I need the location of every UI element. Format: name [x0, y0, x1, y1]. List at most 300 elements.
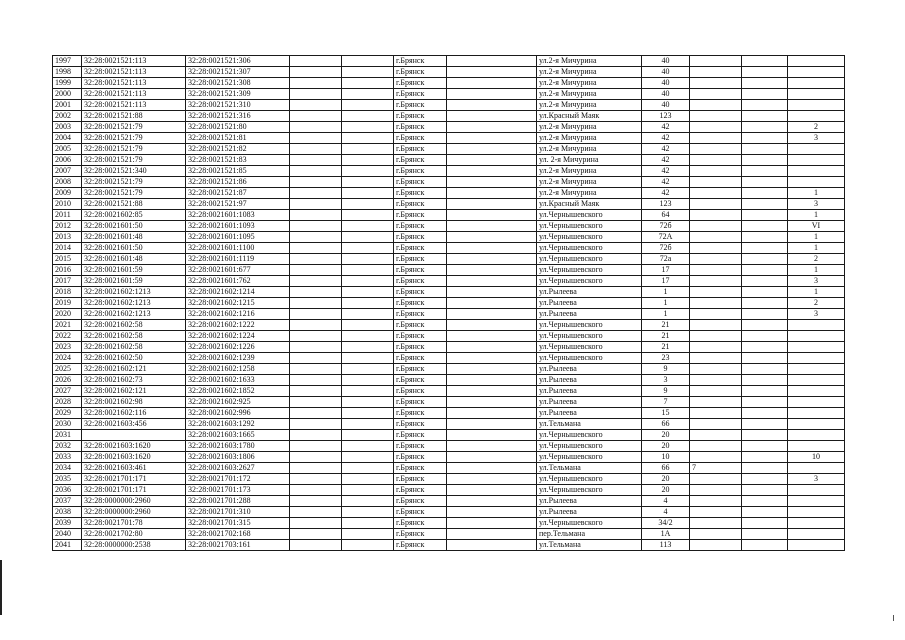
- table-cell: [447, 177, 537, 188]
- table-cell: г.Брянск: [394, 210, 447, 221]
- table-cell: ул.Рылеева: [537, 496, 642, 507]
- table-cell: [690, 210, 742, 221]
- table-cell: 10: [788, 452, 845, 463]
- table-cell: [788, 89, 845, 100]
- table-cell: 40: [642, 56, 690, 67]
- table-cell: 42: [642, 155, 690, 166]
- table-cell: [690, 452, 742, 463]
- table-cell: 2006: [53, 155, 82, 166]
- table-cell: 2030: [53, 419, 82, 430]
- table-row: [53, 353, 845, 364]
- table-cell: 2005: [53, 144, 82, 155]
- table-cell: [690, 496, 742, 507]
- table-cell: 32:28:0021602:58: [82, 342, 186, 353]
- table-row: [53, 540, 845, 551]
- table-cell: [290, 155, 342, 166]
- table-cell: 3: [788, 199, 845, 210]
- table-cell: [742, 155, 788, 166]
- table-cell: 32:28:0021521:113: [82, 67, 186, 78]
- table-row: [53, 430, 845, 441]
- table-row: [53, 419, 845, 430]
- table-cell: ул.2-я Мичурина: [537, 166, 642, 177]
- table-cell: 2041: [53, 540, 82, 551]
- table-cell: [290, 430, 342, 441]
- table-cell: 32:28:0021521:83: [186, 155, 290, 166]
- table-cell: [342, 298, 394, 309]
- table-cell: [290, 122, 342, 133]
- table-cell: 3: [788, 309, 845, 320]
- table-cell: г.Брянск: [394, 397, 447, 408]
- table-cell: 32:28:0021521:80: [186, 122, 290, 133]
- table-cell: [742, 419, 788, 430]
- table-cell: [342, 496, 394, 507]
- table-row: [53, 364, 845, 375]
- table-cell: [342, 430, 394, 441]
- table-cell: [742, 111, 788, 122]
- table-cell: 2039: [53, 518, 82, 529]
- table-cell: [788, 364, 845, 375]
- table-cell: [290, 254, 342, 265]
- table-cell: [290, 111, 342, 122]
- table-cell: 21: [642, 320, 690, 331]
- table-cell: [342, 386, 394, 397]
- table-cell: 32:28:0021521:316: [186, 111, 290, 122]
- table-cell: ул.Чернышевского: [537, 518, 642, 529]
- table-cell: [447, 166, 537, 177]
- table-cell: г.Брянск: [394, 364, 447, 375]
- table-cell: 2001: [53, 100, 82, 111]
- table-cell: 1: [642, 298, 690, 309]
- table-cell: г.Брянск: [394, 56, 447, 67]
- table-cell: [742, 177, 788, 188]
- table-cell: [447, 89, 537, 100]
- table-cell: [447, 364, 537, 375]
- table-cell: [788, 144, 845, 155]
- table-cell: 2012: [53, 221, 82, 232]
- table-cell: [742, 331, 788, 342]
- table-row: [53, 243, 845, 254]
- table-cell: ул.2-я Мичурина: [537, 67, 642, 78]
- table-cell: [447, 276, 537, 287]
- table-row: [53, 309, 845, 320]
- table-cell: [742, 188, 788, 199]
- table-cell: 2003: [53, 122, 82, 133]
- table-cell: г.Брянск: [394, 199, 447, 210]
- table-cell: г.Брянск: [394, 254, 447, 265]
- table-cell: [290, 452, 342, 463]
- table-cell: 2020: [53, 309, 82, 320]
- table-cell: [690, 199, 742, 210]
- table-cell: [690, 331, 742, 342]
- table-cell: [742, 441, 788, 452]
- table-cell: ул.Рылеева: [537, 364, 642, 375]
- table-cell: 32:28:0021701:310: [186, 507, 290, 518]
- table-cell: [788, 540, 845, 551]
- table-row: [53, 441, 845, 452]
- table-cell: [788, 397, 845, 408]
- table-cell: [447, 540, 537, 551]
- table-cell: 32:28:0021601:1100: [186, 243, 290, 254]
- table-cell: [290, 177, 342, 188]
- table-cell: ул.Чернышевского: [537, 243, 642, 254]
- table-cell: 113: [642, 540, 690, 551]
- table-cell: [690, 221, 742, 232]
- table-cell: [290, 287, 342, 298]
- table-cell: [742, 364, 788, 375]
- table-cell: [742, 78, 788, 89]
- table-row: [53, 265, 845, 276]
- table-cell: г.Брянск: [394, 496, 447, 507]
- table-cell: [742, 221, 788, 232]
- table-cell: [290, 78, 342, 89]
- table-cell: 34/2: [642, 518, 690, 529]
- table-row: [53, 375, 845, 386]
- table-cell: [690, 56, 742, 67]
- table-cell: [290, 232, 342, 243]
- table-cell: 72а: [642, 254, 690, 265]
- table-cell: [742, 144, 788, 155]
- table-cell: [742, 430, 788, 441]
- table-cell: [342, 441, 394, 452]
- table-cell: г.Брянск: [394, 375, 447, 386]
- table-cell: [690, 441, 742, 452]
- table-cell: [290, 166, 342, 177]
- table-cell: [290, 298, 342, 309]
- table-cell: ул.2-я Мичурина: [537, 177, 642, 188]
- table-cell: [447, 408, 537, 419]
- table-cell: ул.2-я Мичурина: [537, 89, 642, 100]
- table-cell: 32:28:0021603:2627: [186, 463, 290, 474]
- table-cell: [447, 397, 537, 408]
- table-cell: 32:28:0021603:1665: [186, 430, 290, 441]
- table-cell: 123: [642, 199, 690, 210]
- table-cell: [290, 133, 342, 144]
- table-cell: [342, 56, 394, 67]
- table-cell: [342, 111, 394, 122]
- table-cell: [342, 507, 394, 518]
- table-cell: 1: [788, 188, 845, 199]
- table-cell: [342, 452, 394, 463]
- table-cell: 64: [642, 210, 690, 221]
- table-cell: [342, 342, 394, 353]
- table-cell: 4: [642, 496, 690, 507]
- table-cell: [342, 364, 394, 375]
- table-cell: ул.Чернышевского: [537, 331, 642, 342]
- table-cell: 32:28:0021521:79: [82, 155, 186, 166]
- table-row: [53, 507, 845, 518]
- table-cell: [690, 430, 742, 441]
- table-cell: г.Брянск: [394, 419, 447, 430]
- table-cell: 42: [642, 188, 690, 199]
- table-cell: 32:28:0021601:48: [82, 232, 186, 243]
- table-cell: [342, 155, 394, 166]
- table-cell: [690, 507, 742, 518]
- table-cell: 32:28:0021521:309: [186, 89, 290, 100]
- table-cell: [447, 56, 537, 67]
- table-cell: г.Брянск: [394, 463, 447, 474]
- table-cell: [342, 485, 394, 496]
- table-cell: 2011: [53, 210, 82, 221]
- table-cell: 32:28:0021602:1213: [82, 298, 186, 309]
- table-cell: [447, 111, 537, 122]
- table-cell: [447, 254, 537, 265]
- table-cell: 2027: [53, 386, 82, 397]
- table-row: [53, 474, 845, 485]
- table-cell: 32:28:0021702:168: [186, 529, 290, 540]
- table-cell: [290, 210, 342, 221]
- table-cell: [742, 287, 788, 298]
- table-cell: [447, 518, 537, 529]
- table-cell: 32:28:0021603:1780: [186, 441, 290, 452]
- table-cell: [342, 265, 394, 276]
- table-row: [53, 210, 845, 221]
- table-cell: [447, 463, 537, 474]
- table-cell: [447, 342, 537, 353]
- table-cell: г.Брянск: [394, 78, 447, 89]
- table-cell: г.Брянск: [394, 144, 447, 155]
- table-cell: 32:28:0021701:78: [82, 518, 186, 529]
- table-cell: [690, 254, 742, 265]
- table-cell: 2018: [53, 287, 82, 298]
- table-cell: 32:28:0021602:121: [82, 364, 186, 375]
- table-cell: 32:28:0021521:82: [186, 144, 290, 155]
- table-cell: [690, 397, 742, 408]
- table-cell: [690, 78, 742, 89]
- table-cell: 72б: [642, 243, 690, 254]
- table-cell: 2021: [53, 320, 82, 331]
- table-cell: 32:28:0021601:50: [82, 221, 186, 232]
- table-cell: 32:28:0021701:171: [82, 474, 186, 485]
- table-cell: [290, 397, 342, 408]
- table-row: [53, 408, 845, 419]
- table-row: [53, 287, 845, 298]
- table-cell: 2024: [53, 353, 82, 364]
- table-cell: [788, 342, 845, 353]
- table-cell: [290, 441, 342, 452]
- table-cell: 2007: [53, 166, 82, 177]
- table-cell: 2002: [53, 111, 82, 122]
- table-cell: [290, 265, 342, 276]
- table-cell: г.Брянск: [394, 287, 447, 298]
- table-cell: 20: [642, 430, 690, 441]
- table-cell: 32:28:0021602:1215: [186, 298, 290, 309]
- table-row: [53, 397, 845, 408]
- table-cell: [342, 375, 394, 386]
- table-cell: [290, 419, 342, 430]
- table-row: [53, 518, 845, 529]
- table-cell: [290, 364, 342, 375]
- table-cell: [290, 320, 342, 331]
- table-cell: [290, 474, 342, 485]
- table-cell: [290, 331, 342, 342]
- table-cell: 32:28:0021601:1083: [186, 210, 290, 221]
- table-row: [53, 78, 845, 89]
- table-cell: 32:28:0021602:1216: [186, 309, 290, 320]
- table-cell: [690, 232, 742, 243]
- table-cell: [447, 67, 537, 78]
- table-cell: [742, 320, 788, 331]
- table-cell: [290, 342, 342, 353]
- table-cell: ул.Чернышевского: [537, 430, 642, 441]
- table-cell: 17: [642, 265, 690, 276]
- table-cell: г.Брянск: [394, 221, 447, 232]
- table-cell: 32:28:0021521:113: [82, 56, 186, 67]
- table-cell: 1: [788, 243, 845, 254]
- table-cell: [690, 474, 742, 485]
- table-cell: 32:28:0021521:85: [186, 166, 290, 177]
- table-cell: 2022: [53, 331, 82, 342]
- table-cell: [742, 133, 788, 144]
- table-cell: [788, 430, 845, 441]
- table-cell: [447, 452, 537, 463]
- table-cell: 2016: [53, 265, 82, 276]
- table-cell: 40: [642, 100, 690, 111]
- table-cell: 32:28:0021521:340: [82, 166, 186, 177]
- table-cell: г.Брянск: [394, 485, 447, 496]
- table-cell: [690, 375, 742, 386]
- table-cell: [742, 408, 788, 419]
- table-cell: [447, 188, 537, 199]
- table-cell: 32:28:0021603:1620: [82, 441, 186, 452]
- table-cell: 32:28:0021602:58: [82, 331, 186, 342]
- table-cell: 32:28:0021601:1095: [186, 232, 290, 243]
- table-cell: [342, 518, 394, 529]
- table-cell: г.Брянск: [394, 309, 447, 320]
- table-cell: [342, 243, 394, 254]
- table-cell: г.Брянск: [394, 188, 447, 199]
- table-cell: [342, 144, 394, 155]
- table-cell: [342, 221, 394, 232]
- table-cell: г.Брянск: [394, 155, 447, 166]
- table-cell: 17: [642, 276, 690, 287]
- table-cell: 1: [788, 287, 845, 298]
- table-cell: 20: [642, 485, 690, 496]
- table-cell: [290, 386, 342, 397]
- table-cell: ул.Чернышевского: [537, 342, 642, 353]
- table-cell: [290, 188, 342, 199]
- table-cell: [342, 78, 394, 89]
- table-cell: 23: [642, 353, 690, 364]
- table-cell: 9: [642, 364, 690, 375]
- table-row: [53, 111, 845, 122]
- table-cell: [788, 155, 845, 166]
- table-cell: [447, 199, 537, 210]
- table-cell: 2014: [53, 243, 82, 254]
- table-cell: г.Брянск: [394, 122, 447, 133]
- table-cell: [290, 100, 342, 111]
- table-cell: [690, 177, 742, 188]
- table-cell: г.Брянск: [394, 386, 447, 397]
- table-cell: [788, 353, 845, 364]
- table-cell: 32:28:0021521:81: [186, 133, 290, 144]
- table-body: [53, 56, 845, 551]
- table-cell: ул.Тельмана: [537, 540, 642, 551]
- table-cell: г.Брянск: [394, 166, 447, 177]
- table-cell: [690, 309, 742, 320]
- table-cell: [788, 111, 845, 122]
- table-cell: [342, 474, 394, 485]
- table-cell: [290, 485, 342, 496]
- table-cell: [788, 56, 845, 67]
- table-cell: [342, 287, 394, 298]
- table-row: [53, 188, 845, 199]
- table-cell: 42: [642, 133, 690, 144]
- table-row: [53, 529, 845, 540]
- table-cell: 2031: [53, 430, 82, 441]
- table-cell: [742, 342, 788, 353]
- table-cell: [690, 287, 742, 298]
- table-cell: [290, 67, 342, 78]
- table-cell: [290, 463, 342, 474]
- scan-edge-mark: [0, 560, 2, 615]
- table-cell: [742, 243, 788, 254]
- table-cell: [788, 518, 845, 529]
- table-cell: г.Брянск: [394, 177, 447, 188]
- table-cell: [788, 386, 845, 397]
- table-cell: [342, 353, 394, 364]
- table-cell: ул.Рылеева: [537, 507, 642, 518]
- table-cell: [742, 56, 788, 67]
- table-cell: 40: [642, 78, 690, 89]
- table-cell: [690, 144, 742, 155]
- table-cell: г.Брянск: [394, 507, 447, 518]
- table-cell: ул.Чернышевского: [537, 232, 642, 243]
- table-cell: 2038: [53, 507, 82, 518]
- table-cell: 32:28:0021521:113: [82, 78, 186, 89]
- table-cell: 32:28:0021602:1852: [186, 386, 290, 397]
- table-cell: [290, 89, 342, 100]
- table-cell: г.Брянск: [394, 320, 447, 331]
- table-cell: [290, 353, 342, 364]
- table-cell: [742, 397, 788, 408]
- table-cell: [447, 221, 537, 232]
- table-cell: 2036: [53, 485, 82, 496]
- table-cell: [742, 199, 788, 210]
- table-row: [53, 199, 845, 210]
- table-cell: 32:28:0021521:306: [186, 56, 290, 67]
- table-cell: 32:28:0021601:59: [82, 265, 186, 276]
- table-cell: 3: [642, 375, 690, 386]
- table-cell: [342, 529, 394, 540]
- table-cell: 32:28:0021602:1224: [186, 331, 290, 342]
- table-cell: [742, 452, 788, 463]
- table-cell: [690, 408, 742, 419]
- table-row: [53, 56, 845, 67]
- table-cell: [690, 518, 742, 529]
- table-cell: 21: [642, 342, 690, 353]
- table-cell: [290, 309, 342, 320]
- table-cell: 32:28:0021602:73: [82, 375, 186, 386]
- table-cell: 32:28:0021602:116: [82, 408, 186, 419]
- table-cell: 32:28:0021602:58: [82, 320, 186, 331]
- table-cell: [690, 540, 742, 551]
- table-cell: 2034: [53, 463, 82, 474]
- table-cell: [342, 331, 394, 342]
- table-cell: 32:28:0021601:48: [82, 254, 186, 265]
- table-cell: г.Брянск: [394, 441, 447, 452]
- table-cell: [788, 463, 845, 474]
- table-cell: 2009: [53, 188, 82, 199]
- table-cell: VI: [788, 221, 845, 232]
- table-cell: [342, 199, 394, 210]
- table-row: [53, 232, 845, 243]
- table-cell: [290, 496, 342, 507]
- table-cell: [447, 287, 537, 298]
- table-cell: 2029: [53, 408, 82, 419]
- table-cell: 32:28:0021603:1620: [82, 452, 186, 463]
- table-cell: [342, 133, 394, 144]
- table-cell: 21: [642, 331, 690, 342]
